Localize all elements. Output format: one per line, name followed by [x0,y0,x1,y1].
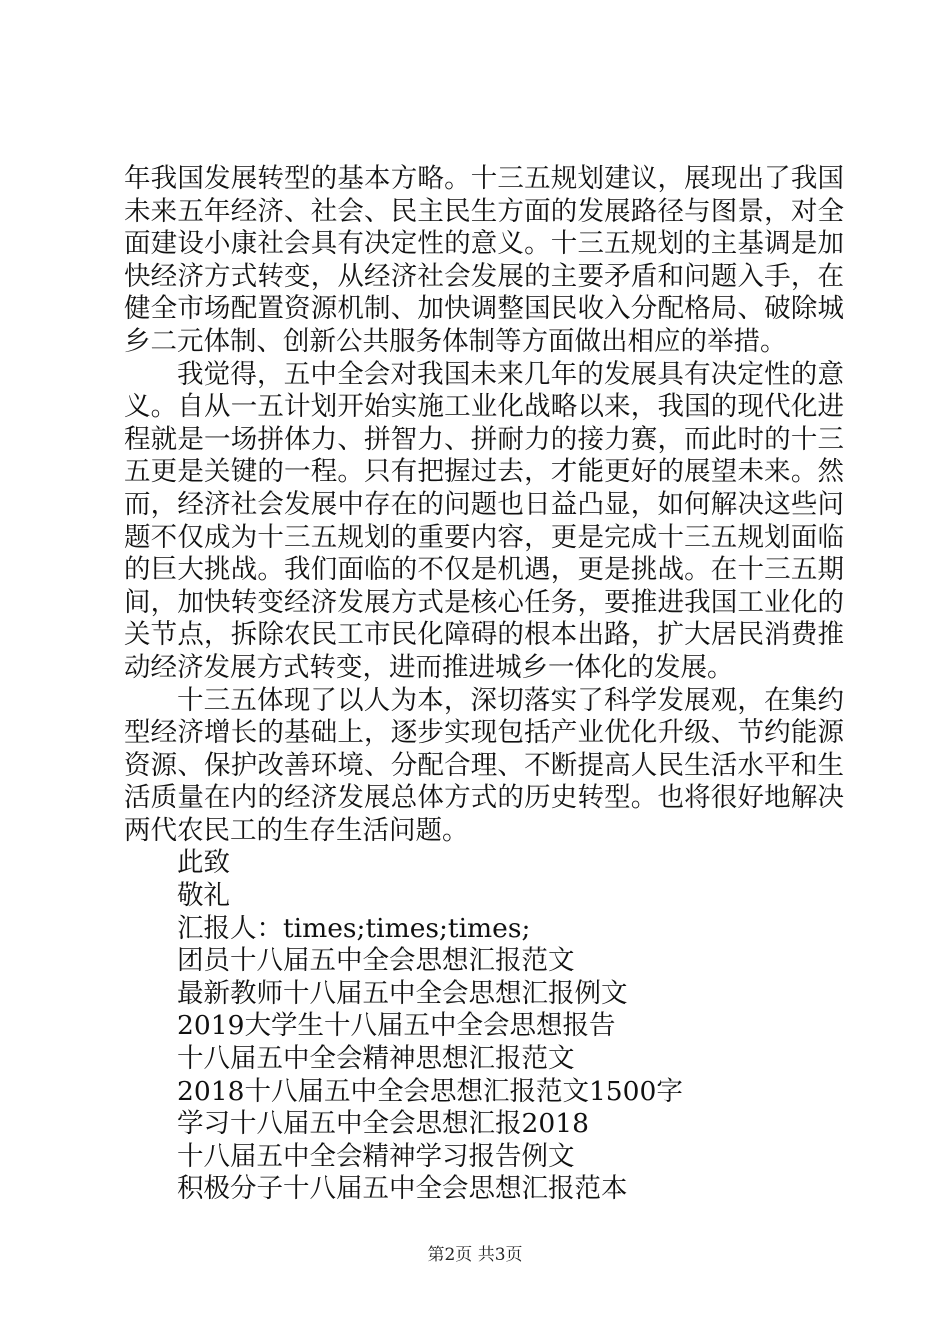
closing-salutation: 此致 [177,847,230,879]
related-article-link[interactable]: 2018十八届五中全会思想汇报范文1500字 [177,1075,683,1107]
paragraph: 我觉得，五中全会对我国未来几年的发展具有决定性的意义。自从一五计划开始实施工业化战略以来，我国的现代化进程就是一场拼体力、拼智力、拼耐力的接力赛，而此时的十三五更是关键的一程。只有把握过去，才能更好的展望未来。然而，经济社会发展中存在的问题也日益凸显，如何解决这些问题不仅成为十三五规划的重要内容，更是完成十三五规划面临的巨大挑战。我们面临的不仅是机遇，更是挑战。在十三五期间，加快转变经济发展方式是核心任务，要推进我国工业化的关节点，拆除农民工市民化障碍的根本出路，扩大居民消费推动经济发展方式转变，进而推进城乡一体化的发展。 [124,358,844,683]
page-number: 第2页 共3页 [427,1245,523,1265]
paragraph-continuation: 年我国发展转型的基本方略。十三五规划建议，展现出了我国未来五年经济、社会、民主民生方面的发展路径与图景，对全面建设小康社会具有决定性的意义。十三五规划的主基调是加快经济方式转变，从经济社会发展的主要矛盾和问题入手，在健全市场配置资源机制、加快调整国民收入分配格局、破除城乡二元体制、创新公共服务体制等方面做出相应的举措。 [124,163,844,357]
related-article-link[interactable]: 十八届五中全会精神学习报告例文 [177,1140,575,1172]
related-article-link[interactable]: 最新教师十八届五中全会思想汇报例文 [177,977,628,1009]
related-article-link[interactable]: 十八届五中全会精神思想汇报范文 [177,1043,575,1075]
related-article-link[interactable]: 学习十八届五中全会思想汇报2018 [177,1108,589,1140]
closing-regards: 敬礼 [177,880,230,912]
related-article-link[interactable]: 团员十八届五中全会思想汇报范文 [177,945,575,977]
related-article-link[interactable]: 积极分子十八届五中全会思想汇报范本 [177,1173,628,1205]
reporter-line: 汇报人：times;times;times; [177,912,531,944]
page-footer [0,1244,950,1266]
related-article-link[interactable]: 2019大学生十八届五中全会思想报告 [177,1010,616,1042]
paragraph: 十三五体现了以人为本，深切落实了科学发展观，在集约型经济增长的基础上，逐步实现包括产业优化升级、节约能源资源、保护改善环境、分配合理、不断提高人民生活水平和生活质量在内的经济发展总体方式的历史转型。也将很好地解决两代农民工的生存生活问题。 [124,684,844,846]
document-body [124,163,844,1206]
